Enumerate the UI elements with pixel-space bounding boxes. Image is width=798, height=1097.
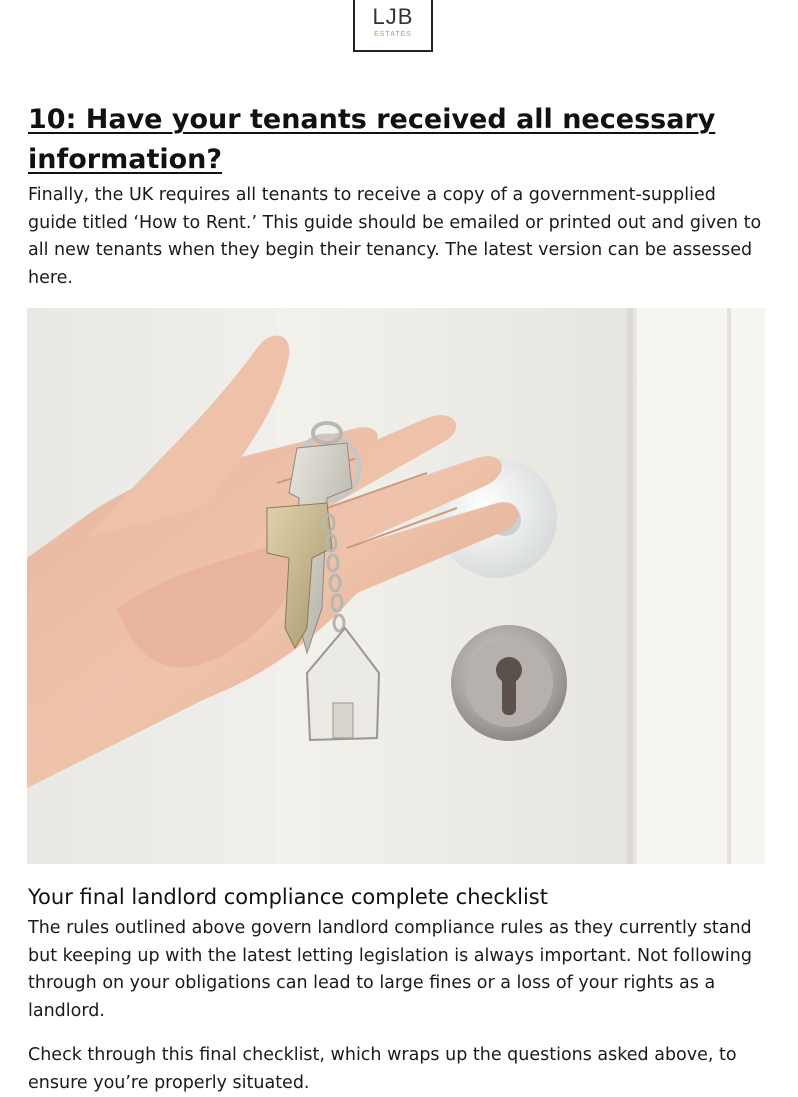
ljb-estates-logo [353, 0, 433, 52]
section-heading: 10: Have your tenants received all necessary information? [28, 104, 716, 175]
section-body: Finally, the UK requires all tenants to receive a copy of a government-supplied guide titled ‘How to Rent.’ This guide should be emailed or printed out and given to all new tenants when they begin their tenancy. The latest version can be assessed here. [28, 185, 762, 288]
logo-sub-text: ESTATES [374, 31, 412, 38]
checklist-heading: Your final landlord compliance complete checklist [28, 885, 548, 909]
logo-main-text: LJB [372, 4, 414, 29]
checklist-body-2: Check through this final checklist, which wraps up the questions asked above, to ensure you’re properly situated. [28, 1045, 737, 1093]
checklist-body-1: The rules outlined above govern landlord compliance rules as they currently stand but keeping up with the latest letting legislation is always important. Not following through on your obligations can lead to large fines or a loss of your rights as a landlord. [28, 918, 752, 1021]
keys-photo [27, 308, 765, 864]
